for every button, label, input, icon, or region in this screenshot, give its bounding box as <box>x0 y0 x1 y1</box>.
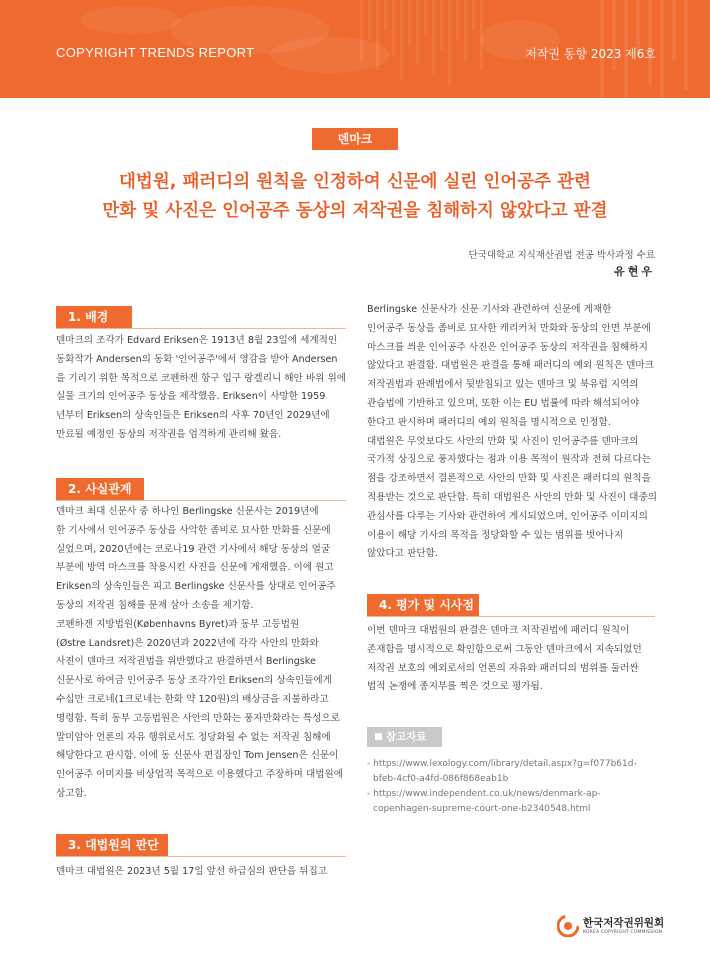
section-divider <box>367 616 655 617</box>
text-line: 인어공주 이미지를 비상업적 목적으로 이용했다고 주장하며 대법원에 <box>56 769 344 781</box>
text-line: Berlingske 신문사가 신문 기사와 관련하여 신문에 게재한 <box>367 304 612 315</box>
header-banner <box>0 0 710 98</box>
text-line: 않았다고 판결함. 대법원은 판결을 통해 패러디의 예외 원칙은 덴마크 <box>367 360 654 372</box>
text-line: 관심사를 다루는 기사와 관련하여 게시되었으며, 인어공주 이미지의 <box>367 510 648 522</box>
text-line: 않았다고 판단함. <box>367 548 438 560</box>
text-line: 신문사로 하여금 인어공주 동상 조각가인 Eriksen의 상속인들에게 <box>56 675 332 687</box>
text-line: 년부터 Eriksen의 상속인들은 Eriksen의 사후 70년인 2029년에 <box>56 410 330 422</box>
text-line: 마스크를 씌운 인어공주 사진은 인어공주 동상의 저작권을 침해하지 <box>367 341 648 353</box>
title-line: 만화 및 사진은 인어공주 동상의 저작권을 침해하지 않았다고 판결 <box>102 201 608 221</box>
text-line: 덴마크 대법원은 2023년 5월 17일 앞선 하급심의 판단을 뒤집고 <box>56 866 328 877</box>
text-line: 점을 강조하면서 결론적으로 사안의 만화 및 사진은 패러디의 원칙을 <box>367 473 651 485</box>
text-line: 적용받는 것으로 판단함. 특히 대법원은 사안의 만화 및 사진이 대중의 <box>367 491 657 503</box>
section-background-text <box>56 332 346 445</box>
section-heading-evaluation: 4. 평가 및 시사점 <box>367 594 479 616</box>
section-ruling-continued <box>367 301 655 564</box>
text-line: 말미암아 언론의 자유 행위로서도 정당화될 수 없는 저작권 침해에 <box>56 731 331 743</box>
references-list <box>367 757 637 817</box>
organization-name: 한국저작권위원회 <box>583 917 665 929</box>
section-evaluation-text <box>367 622 655 697</box>
text-line: 국가적 상징으로 풍자했다는 점과 이용 목적이 원작과 전혀 다르다는 <box>367 454 651 466</box>
text-line: 대법원은 무엇보다도 사안의 만화 및 사진이 인어공주를 덴마크의 <box>367 435 639 447</box>
section-ruling-text <box>56 863 346 882</box>
reference-link[interactable]: bfeb-4cf0-a4fd-086f868eab1b <box>373 774 509 784</box>
text-line: 덴마크 최대 신문사 중 하나인 Berlingske 신문사는 2019년에 <box>56 506 319 517</box>
copyright-commission-logo-icon <box>557 915 579 937</box>
section-divider <box>56 856 346 857</box>
country-badge: 덴마크 <box>312 128 398 150</box>
text-line: 인어공주 동상을 좀비로 묘사한 캐리커처 만화와 동상의 안면 부분에 <box>367 322 651 334</box>
text-line: 덴마크의 조각가 Edvard Eriksen은 1913년 8월 23일에 세계적인 <box>56 335 338 346</box>
section-heading-facts: 2. 사실관계 <box>56 478 144 500</box>
text-line: 사진이 덴마크 저작권법을 위반했다고 판결하면서 Berlingske <box>56 656 316 668</box>
author-name: 유현우 <box>614 265 655 278</box>
text-line: 실물 크기의 인어공주 동상을 제작했음. Eriksen이 사망한 1959 <box>56 391 326 403</box>
text-line: 부분에 방역 마스크를 착용시킨 사진을 신문에 게재했음. 이에 원고 <box>56 562 334 574</box>
references-heading <box>367 727 442 747</box>
text-line: 법적 논쟁에 종지부를 찍은 것으로 평가됨. <box>367 681 543 693</box>
text-line: 이용이 해당 기사의 목적을 정당화할 수 있는 범위를 벗어나지 <box>367 529 624 541</box>
text-line: 만료될 예정인 동상의 저작권을 엄격하게 관리해 왔음. <box>56 428 282 440</box>
reference-link[interactable]: - https://www.lexology.com/library/detail.aspx?g=f077b61d- <box>367 759 637 769</box>
text-line: 동화작가 Andersen의 동화 '인어공주'에서 영감을 받아 Andersen <box>56 353 338 365</box>
organization-logo <box>557 913 667 941</box>
text-line: 상고함. <box>56 787 87 799</box>
text-line: 수십만 크로네(1크로네는 한화 약 120원)의 배상금을 지불하라고 <box>56 693 329 705</box>
text-line: 존재함을 명시적으로 확인함으로써 그동안 덴마크에서 지속되었던 <box>367 643 642 655</box>
text-line: 코펜하겐 지방법원(Københavns Byret)과 동부 고등법원 <box>56 618 300 630</box>
text-line: 저작권법과 판례법에서 뒷받침되고 있는 덴마크 및 북유럽 지역의 <box>367 379 639 391</box>
text-line: 실었으며, 2020년에는 코로나19 관련 기사에서 해당 동상의 얼굴 <box>56 543 331 555</box>
organization-name-en: KOREA COPYRIGHT COMMISSION <box>583 930 663 935</box>
text-line: 한 기사에서 인어공주 동상을 사악한 좀비로 묘사한 만화를 신문에 <box>56 524 331 536</box>
section-facts-text <box>56 503 346 804</box>
text-line: 이번 덴마크 대법원의 판결은 덴마크 저작권법에 패러디 원칙이 <box>367 625 630 636</box>
text-line: Eriksen의 상속인들은 피고 Berlingske 신문사를 상대로 인어공주 <box>56 581 336 593</box>
references-heading-label: 참고자료 <box>386 731 427 743</box>
text-line: 저작권 보호의 예외로서의 언론의 자유와 패러디의 범위를 둘러싼 <box>367 662 639 674</box>
section-divider <box>56 328 346 329</box>
section-heading-background: 1. 배경 <box>56 306 132 328</box>
author-affiliation: 단국대학교 지식재산권법 전공 박사과정 수료 <box>468 250 655 261</box>
text-line: 해당한다고 판시함. 이에 동 신문사 편집장인 Tom Jensen은 신문이 <box>56 750 339 762</box>
section-divider <box>56 500 346 501</box>
issue-label: 저작권 동향 2023 제6호 <box>525 47 656 61</box>
text-line: 동상의 저작권 침해를 문제 삼아 소송을 제기함. <box>56 599 254 611</box>
title-line: 대법원, 패러디의 원칙을 인정하여 신문에 실린 인어공주 관련 <box>119 172 591 192</box>
reference-link[interactable]: - https://www.independent.co.uk/news/denmark-ap- <box>367 789 601 799</box>
text-line: 을 기리기 위한 목적으로 코펜하겐 항구 입구 랑겔리니 해안 바위 위에 <box>56 372 346 384</box>
text-line: 관습법에 기반하고 있으며, 또한 이는 EU 법률에 따라 해석되어야 <box>367 397 640 409</box>
text-line: (Østre Landsret)은 2020년과 2022년에 각각 사안의 만화와 <box>56 637 319 649</box>
reference-link[interactable]: copenhagen-supreme-court-one-b2340548.html <box>373 804 591 814</box>
square-bullet-icon <box>375 733 382 740</box>
text-line: 명령함. 특히 동부 고등법원은 사안의 만화는 풍자만화라는 특성으로 <box>56 712 340 724</box>
text-line: 한다고 판시하며 패러디의 예외 원칙을 명시적으로 인정함. <box>367 416 611 428</box>
article-title <box>30 168 680 226</box>
section-heading-ruling: 3. 대법원의 판단 <box>56 834 168 856</box>
report-title: COPYRIGHT TRENDS REPORT <box>56 45 255 60</box>
